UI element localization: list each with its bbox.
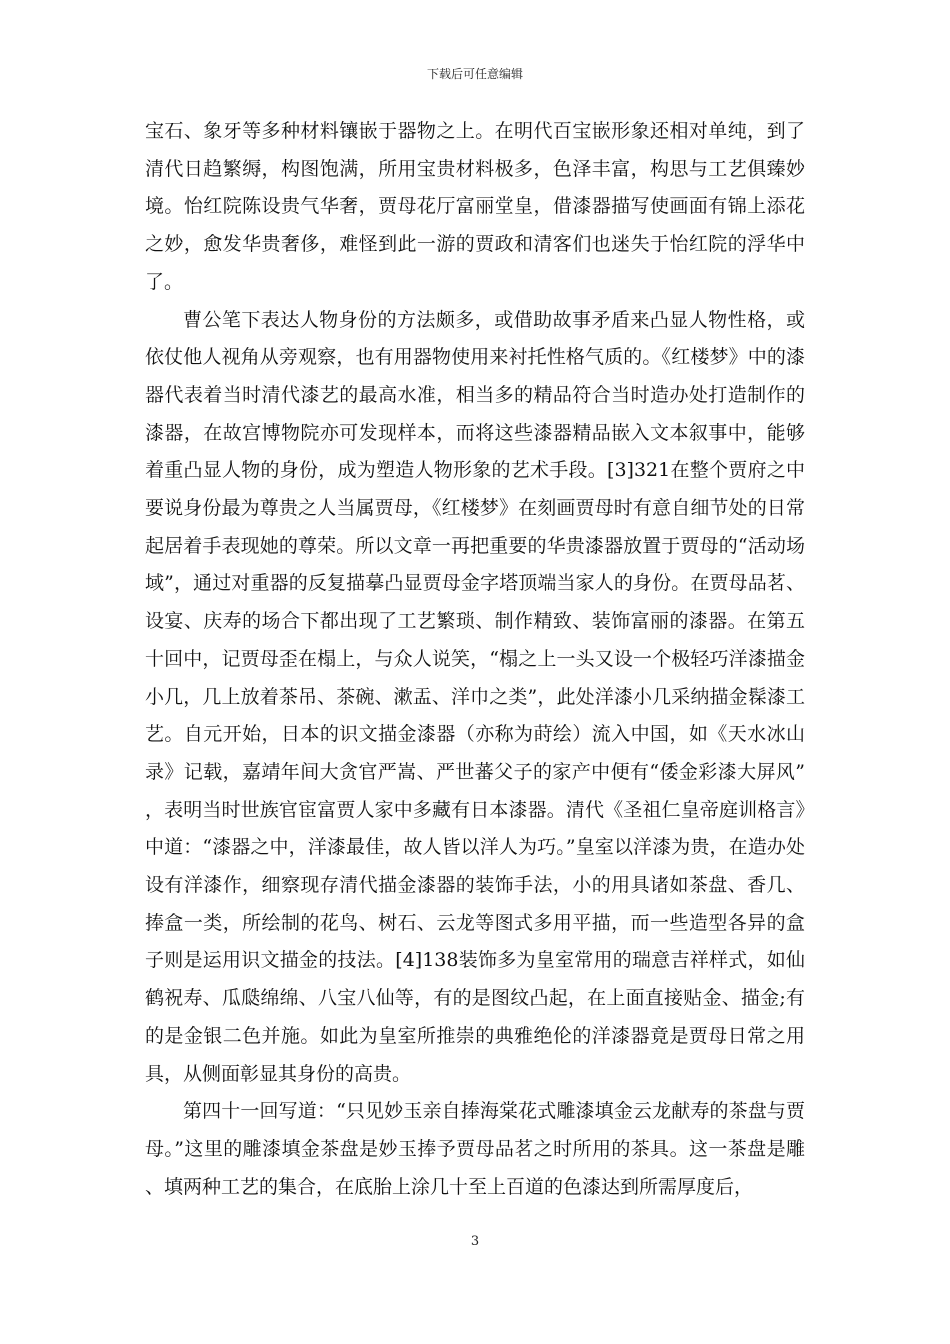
page-header: 下载后可任意编辑 bbox=[426, 67, 523, 81]
paragraph: 曹公笔下表达人物身份的方法颇多，或借助故事矛盾来凸显人物性格，或依仗他人视角从旁观察，也有用器物使用来衬托性格气质的。《红楼梦》中的漆器代表着当时清代漆艺的最高水准，相当多的精品符合当时造办处打造制作的漆器，在故宫博物院亦可发现样本，而将这些漆器精品嵌入文本叙事中，能够着重凸显人物的身份，成为塑造人物形象的艺术手段。[3]321在整个贾府之中要说身份最为尊贵之人当属贾母，《红楼梦》在刻画贾母时有意自细节处的日常起居着手表现她的尊荣。所以文章一再把重要的华贵漆器放置于贾母的“活动场域”，通过对重器的反复描摹凸显贾母金字塔顶端当家人的身份。在贾母品茗、设宴、庆寿的场合下都出现了工艺繁琐、制作精致、装饰富丽的漆器。在第五十回中，记贾母歪在榻上，与众人说笑，“榻之上一头又设一个极轻巧洋漆描金小几，几上放着茶吊、茶碗、漱盂、洋巾之类”，此处洋漆小几采纳描金髹漆工艺。自元开始，日本的识文描金漆器（亦称为莳绘）流入中国，如《天水冰山录》记载，嘉靖年间大贪官严嵩、严世蕃父子的家产中便有“倭金彩漆大屏风”，表明当时世族官宦富贾人家中多藏有日本漆器。清代《圣祖仁皇帝庭训格言》中道：“漆器之中，洋漆最佳，故人皆以洋人为巧。”皇室以洋漆为贵，在造办处设有洋漆作，细察现存清代描金漆器的装饰手法，小的用具诸如茶盘、香几、捧盒一类，所绘制的花鸟、树石、云龙等图式多用平描，而一些造型各异的盒子则是运用识文描金的技法。[4]138装饰多为皇室常用的瑞意吉祥样式，如仙鹤祝寿、瓜瓞绵绵、八宝八仙等，有的是图纹凸起，在上面直接贴金、描金;有的是金银二色并施。如此为皇室所推崇的典雅绝伦的洋漆器竟是贾母日常之用具，从侧面彰显其身份的高贵。 bbox=[145, 308, 805, 1085]
paragraph-continued: 宝石、象牙等多种材料镶嵌于器物之上。在明代百宝嵌形象还相对单纯，到了清代日趋繁缛，构图饱满，所用宝贵材料极多，色泽丰富，构思与工艺俱臻妙境。怡红院陈设贵气华奢，贾母花厅富丽堂皇，借漆器描写使画面有锦上添花之妙，愈发华贵奢侈，难怪到此一游的贾政和清客们也迷失于怡红院的浮华中了。 bbox=[145, 120, 805, 293]
paragraph: 第四十一回写道：“只见妙玉亲自捧海棠花式雕漆填金云龙献寿的茶盘与贾母。”这里的雕漆填金茶盘是妙玉捧予贾母品茗之时所用的茶具。这一茶盘是雕、填两种工艺的集合，在底胎上涂几十至上百道的色漆达到所需厚度后， bbox=[145, 1100, 805, 1198]
page-number: 3 bbox=[470, 1234, 480, 1249]
document-body bbox=[145, 113, 805, 1206]
